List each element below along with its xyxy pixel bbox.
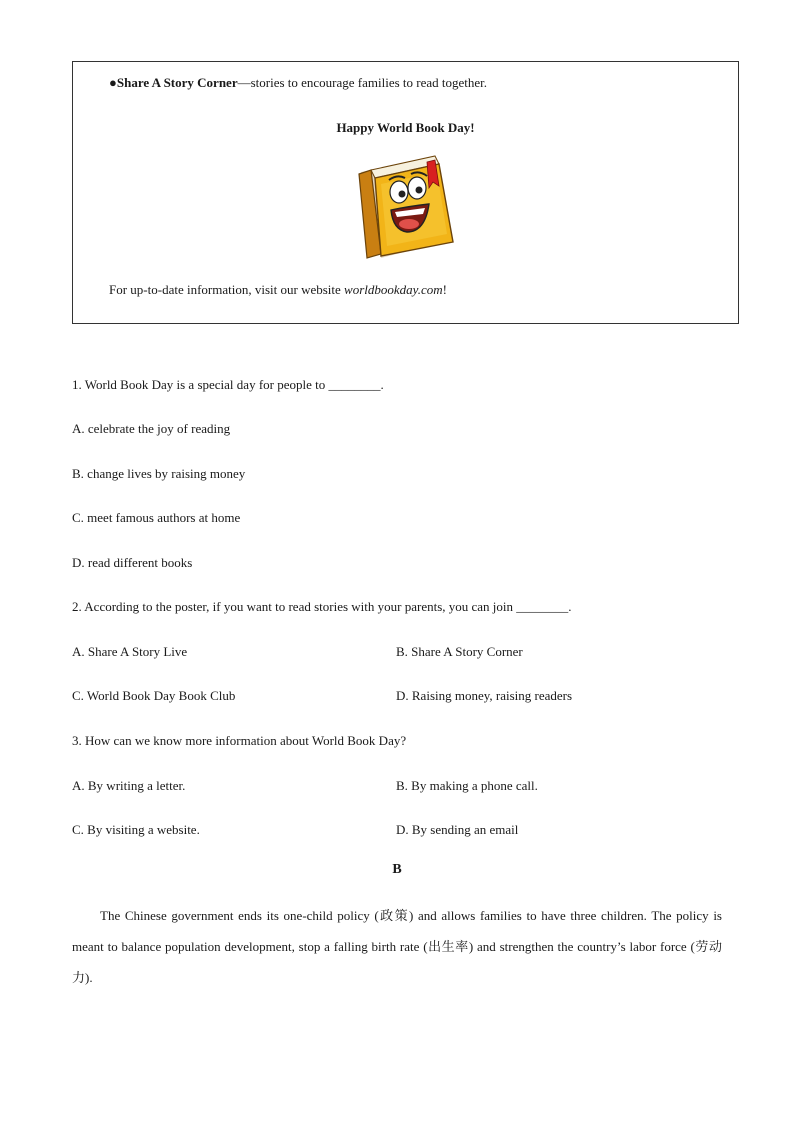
question-2: 2. According to the poster, if you want to read stories with your parents, you can join ________. (72, 599, 572, 614)
poster-box (72, 61, 739, 324)
section-b-heading: B (392, 862, 402, 877)
smiling-book-image (351, 154, 461, 264)
website-prefix: For up-to-date information, visit our website (109, 282, 345, 297)
q2-option-b: B. Share A Story Corner (396, 644, 523, 659)
website-url: worldbookday.com (344, 282, 443, 297)
q3-option-c: C. By visiting a website. (72, 822, 200, 837)
q3-option-a: A. By writing a letter. (72, 778, 186, 793)
share-story-corner-line: ●Share A Story Corner—stories to encourage families to read together. (109, 75, 488, 90)
q1-option-a: A. celebrate the joy of reading (72, 421, 231, 436)
happy-world-book-day: Happy World Book Day! (336, 120, 475, 135)
website-line (109, 282, 447, 298)
corner-title: Share A Story Corner (116, 75, 238, 90)
corner-desc: —stories to encourage families to read together. (237, 75, 488, 90)
q2-option-a: A. Share A Story Live (72, 644, 188, 659)
q1-option-d: D. read different books (72, 555, 193, 570)
q2-option-c: C. World Book Day Book Club (72, 688, 236, 703)
q3-option-d: D. By sending an email (396, 822, 519, 837)
q1-option-b: B. change lives by raising money (72, 466, 246, 481)
question-1: 1. World Book Day is a special day for people to ________. (72, 377, 384, 392)
question-3: 3. How can we know more information about World Book Day? (72, 733, 407, 748)
section-b-paragraph: The Chinese government ends its one-child policy (政策) and allows families to have three children. The policy is meant to balance population development, stop a falling birth rate (出生率) and strengthen the country’s labor force (劳动力). (72, 908, 722, 985)
q1-option-c: C. meet famous authors at home (72, 510, 241, 525)
q2-option-d: D. Raising money, raising readers (396, 688, 573, 703)
website-suffix: ! (442, 282, 447, 297)
q3-option-b: B. By making a phone call. (396, 778, 538, 793)
